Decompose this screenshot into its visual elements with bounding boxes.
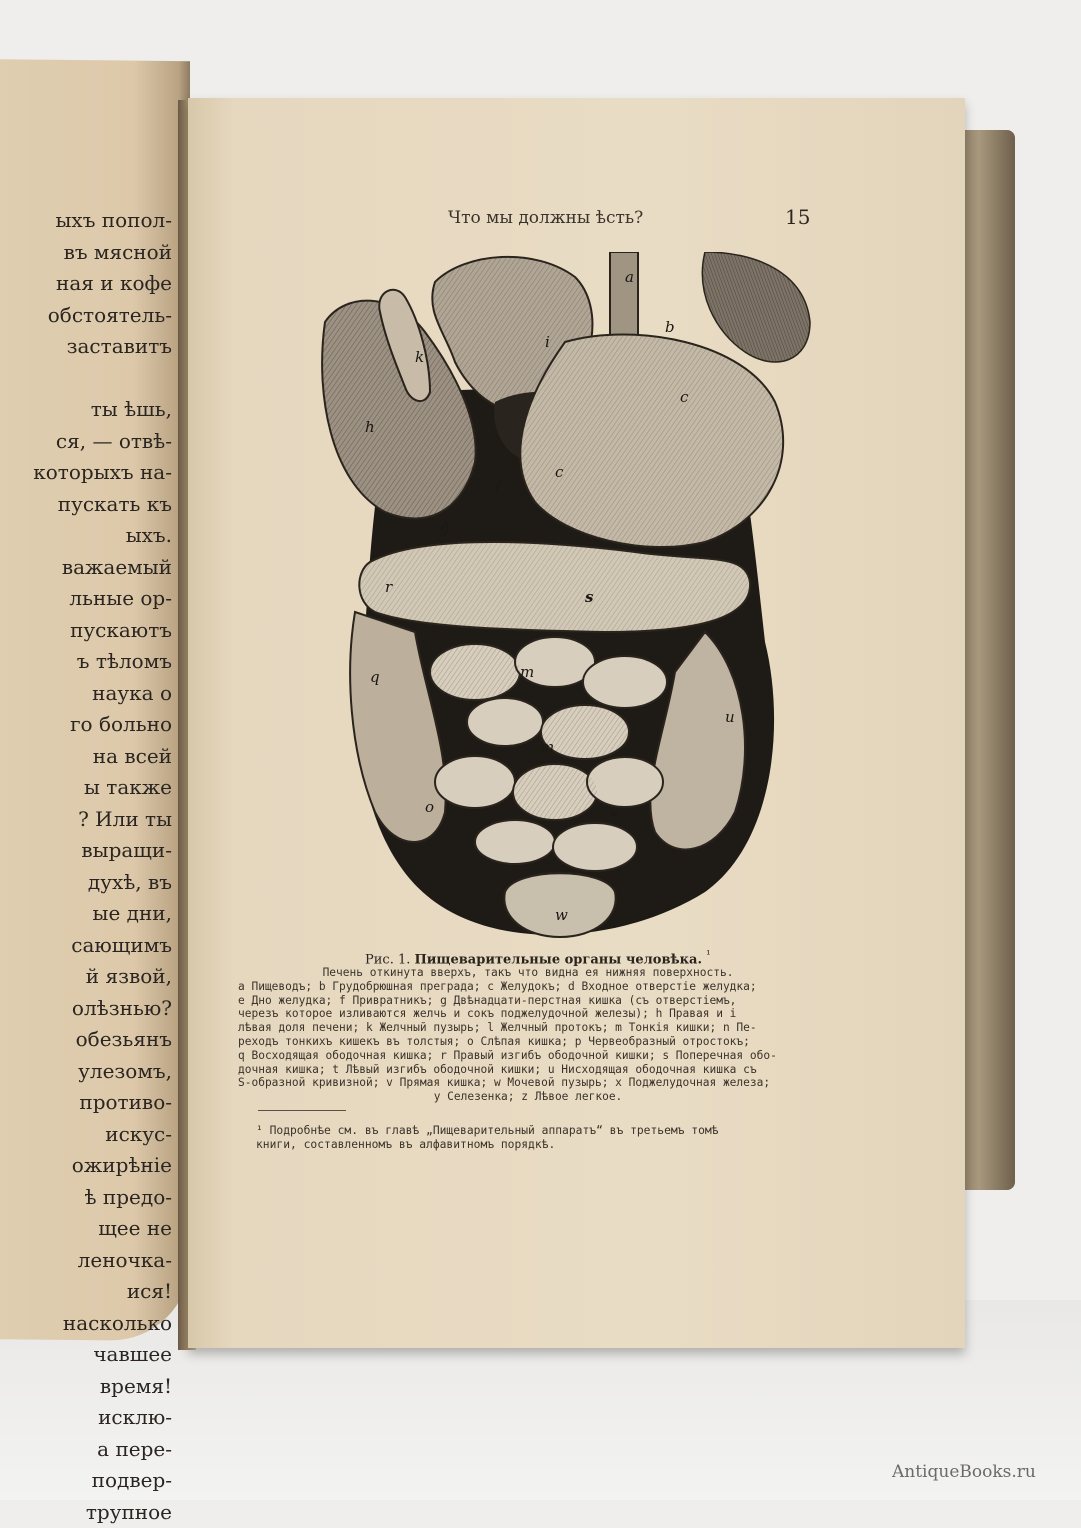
left-page-line: заставитъ [0,331,172,363]
left-page-line: исклю- [0,1402,172,1434]
left-page-line: льные ор- [0,583,172,615]
figure-label: b [665,318,675,336]
caption-title: Пищеварительные органы человѣка. [415,952,702,967]
left-page-line: наука о [0,678,172,710]
left-page-line: противо- [0,1087,172,1119]
running-head: Что мы должны ѣсть? [448,208,643,228]
figure-label: o [425,798,434,816]
left-page-line: насколько [0,1308,172,1340]
footnote-rule [258,1110,346,1111]
footnote [256,1124,816,1152]
left-page-line: выращи- [0,835,172,867]
esophagus [610,252,638,342]
legend-line: e Дно желудка; f Привратникъ; g Двѣнадцати-перстная кишка (съ отверстіемъ, [238,994,818,1008]
left-page-line: важаемый [0,552,172,584]
left-page-line: леночка- [0,1245,172,1277]
left-page-line: улезомъ, [0,1056,172,1088]
left-page-line: чавшее [0,1339,172,1371]
left-page-line: духѣ, въ [0,867,172,899]
figure-label: s [585,588,594,606]
figure-label: m [520,663,534,681]
page-number: 15 [785,205,810,229]
left-page-line [0,363,172,395]
left-page-line: время! [0,1371,172,1403]
left-page-line: ъ тѣломъ [0,646,172,678]
figure-label: r [385,578,393,596]
left-page-line: въ мясной [0,237,172,269]
left-page-line: ? Или ты [0,804,172,836]
left-page-line: обстоятель- [0,300,172,332]
left-page-line: ся, — отвѣ- [0,426,172,458]
legend-line: Печень откинута вверхъ, такъ что видна ея нижняя поверхность. [238,966,818,980]
left-page-line: пускать къ [0,489,172,521]
figure-label: q [370,668,380,686]
left-page-line: го больно [0,709,172,741]
caption-footnote-mark: ¹ [706,948,710,961]
left-page-line: искус- [0,1119,172,1151]
legend-line: a Пищеводъ; b Грудобрюшная преграда; c Желудокъ; d Входное отверстіе желудка; [238,980,818,994]
left-page-line: й язвой, [0,961,172,993]
left-page-line: олѣзнью? [0,993,172,1025]
left-page-line: пускаютъ [0,615,172,647]
left-page-line: подвер- [0,1465,172,1497]
figure-label: w [555,906,568,924]
figure-label: u [725,708,735,726]
left-page-line: ыхъ попол- [0,205,172,237]
figure-label: g [440,518,450,536]
watermark: AntiqueBooks.ru [892,1462,1036,1482]
figure-caption [365,948,710,967]
figure-label: f [494,478,503,496]
left-page-line: трупное [0,1497,172,1528]
left-page-line: сающимъ [0,930,172,962]
left-page-line: щее не [0,1213,172,1245]
legend-line: y Селезенка; z Лѣвое легкое. [238,1090,818,1104]
figure-label: c [555,463,564,481]
left-page-line: ися! [0,1276,172,1308]
left-page-line: ная и кофе [0,268,172,300]
left-page-text [0,205,172,1528]
left-page-line: ые дни, [0,898,172,930]
anatomical-illustration [305,252,815,942]
figure-label: h [365,418,375,436]
figure-label: m [540,738,554,756]
left-page-line: на всей [0,741,172,773]
left-page-line: ы также [0,772,172,804]
left-page-line: ѣ предо- [0,1182,172,1214]
figure-label: c [680,388,689,406]
left-page-line: обезьянъ [0,1024,172,1056]
left-page-line: ожирѣніе [0,1150,172,1182]
caption-label: Рис. 1. [365,952,410,967]
figure-label: v [610,803,619,821]
left-page-line: а пере- [0,1434,172,1466]
figure-legend [238,966,818,1104]
legend-line: реходъ тонкихъ кишекъ въ толстыя; o Слѣпая кишка; p Червеобразный отростокъ; [238,1035,818,1049]
left-page-line: ты ѣшь, [0,394,172,426]
legend-line: лѣвая доля печени; k Желчный пузырь; l Желчный протокъ; m Тонкія кишки; n Пе- [238,1021,818,1035]
footnote-line: ¹ Подробнѣе см. въ главѣ „Пищеварительный аппаратъ“ въ третьемъ томѣ [256,1124,816,1138]
legend-line: черезъ которое изливаются желчь и сокъ поджелудочной железы); h Правая и i [238,1007,818,1021]
footnote-line: книги, составленномъ въ алфавитномъ порядкѣ. [256,1138,816,1152]
legend-line: q Восходящая ободочная кишка; r Правый изгибъ ободочной кишки; s Поперечная обо- [238,1049,818,1063]
legend-line: дочная кишка; t Лѣвый изгибъ ободочной кишки; u Нисходящая ободочная кишка съ [238,1063,818,1077]
figure-label: k [415,348,424,366]
left-page-line: ыхъ. [0,520,172,552]
figure-label: i [545,333,550,351]
figure-label: a [625,268,634,286]
left-page-line: которыхъ на- [0,457,172,489]
legend-line: S-образной кривизной; v Прямая кишка; w Мочевой пузырь; x Поджелудочная железа; [238,1076,818,1090]
